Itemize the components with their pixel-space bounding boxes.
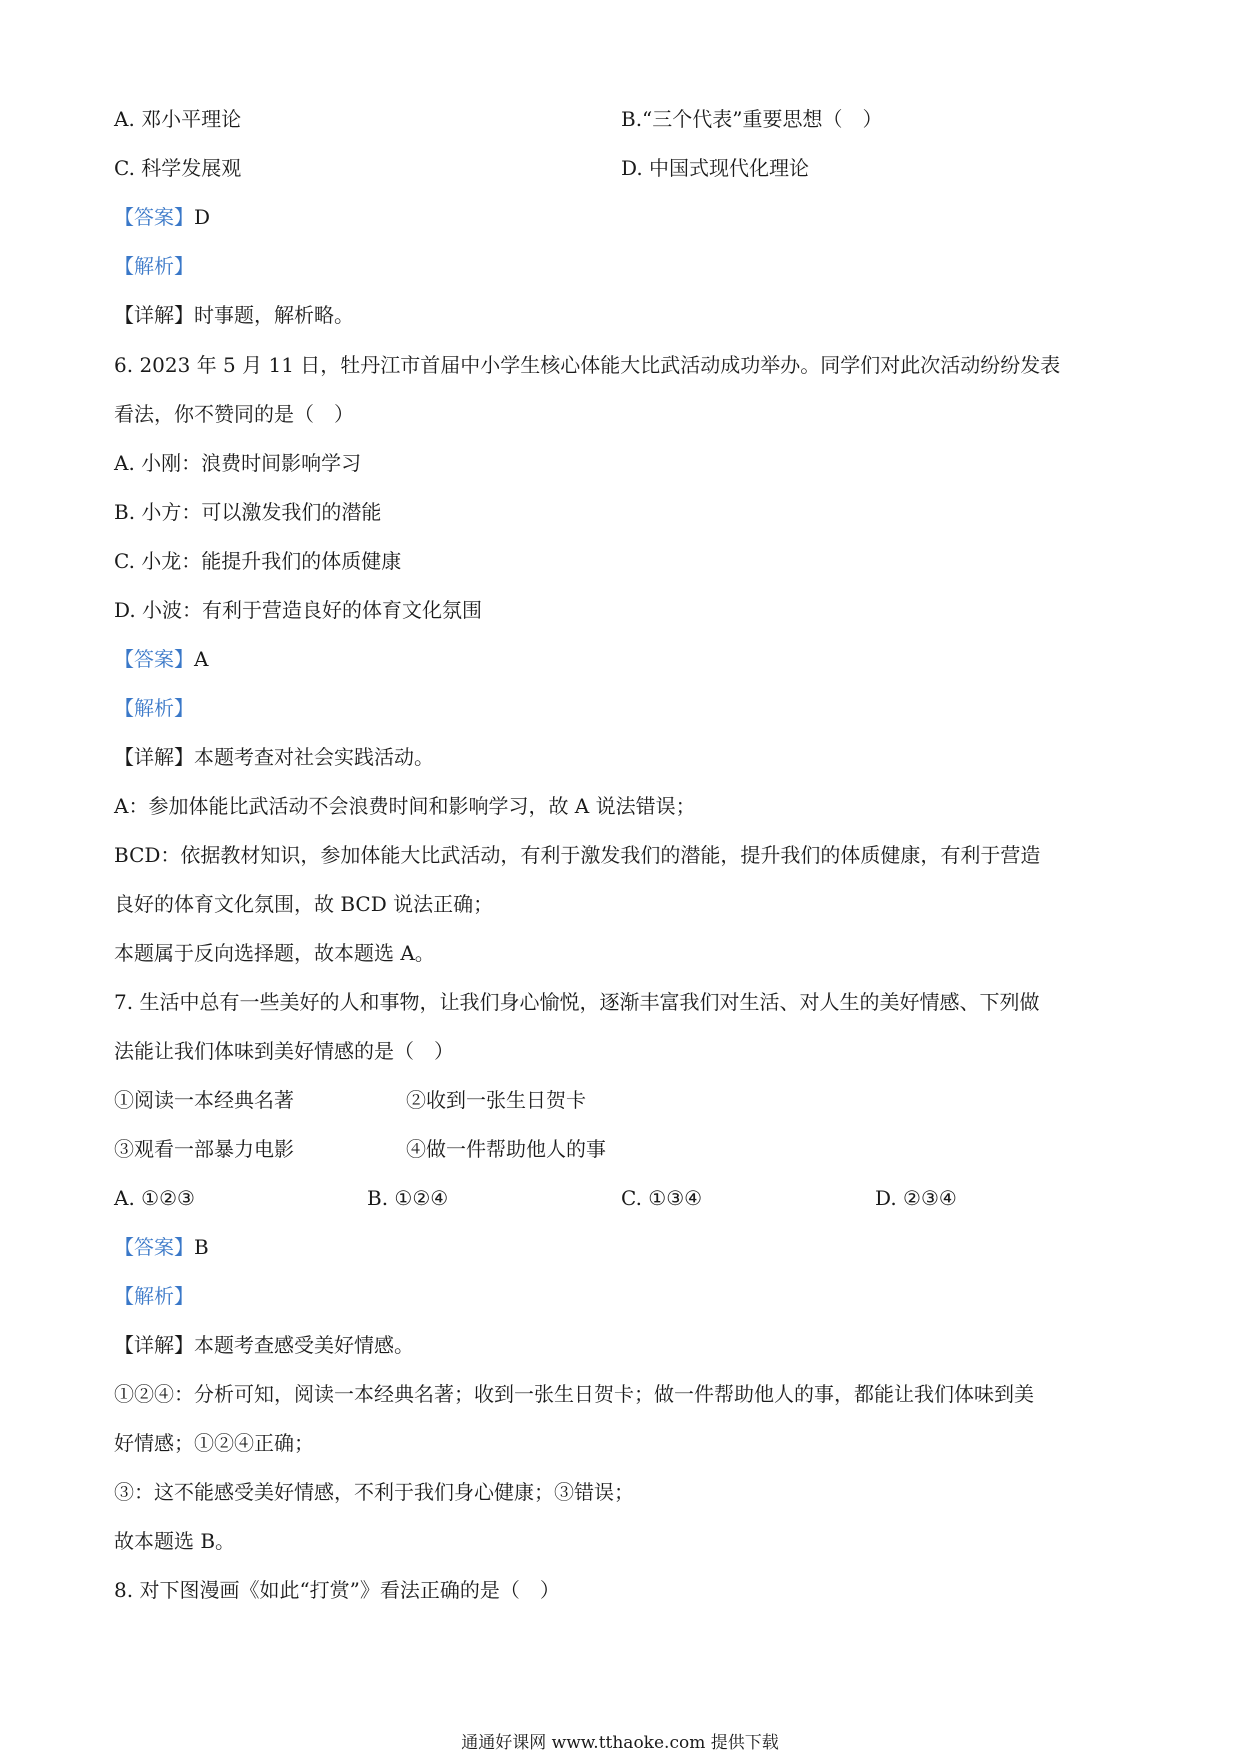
- q7-detail: [114, 1331, 414, 1359]
- answer-value: B: [194, 1235, 209, 1259]
- q6-option-c: C. 小龙：能提升我们的体质健康: [114, 549, 402, 573]
- q7-explain-line1: ①②④：分析可知，阅读一本经典名著；收到一张生日贺卡；做一件帮助他人的事，都能让我们体味到美: [114, 1382, 1034, 1406]
- analysis-tag: 【解析】: [114, 254, 194, 278]
- answer-value: D: [194, 205, 211, 229]
- q6-explain-line2: BCD：依据教材知识，参加体能大比武活动，有利于激发我们的潜能，提升我们的体质健康，有利于营造: [114, 843, 1041, 867]
- q7-option-d: D. ②③④: [875, 1186, 957, 1210]
- answer-tag: 【答案】: [114, 647, 194, 671]
- q7-option-c: C. ①③④: [621, 1186, 703, 1210]
- q7-answer: [114, 1233, 209, 1261]
- q6-option-b: B. 小方：可以激发我们的潜能: [114, 500, 382, 524]
- answer-value: A: [194, 647, 209, 671]
- q7-explain-line4: 故本题选 B。: [114, 1529, 236, 1553]
- answer-tag: 【答案】: [114, 1235, 194, 1259]
- q8-stem-line1: 8. 对下图漫画《如此“打赏”》看法正确的是（ ）: [114, 1578, 560, 1602]
- q7-option-b: B. ①②④: [367, 1186, 449, 1210]
- q7-option-a: A. ①②③: [114, 1186, 195, 1210]
- q6-option-a: A. 小刚：浪费时间影响学习: [114, 451, 362, 475]
- q7-item-1: ①阅读一本经典名著: [114, 1088, 294, 1112]
- q7-item-2: ②收到一张生日贺卡: [406, 1088, 586, 1112]
- q7-explain-line3: ③：这不能感受美好情感，不利于我们身心健康；③错误；: [114, 1480, 634, 1504]
- analysis-tag: 【解析】: [114, 1284, 194, 1308]
- answer-tag: 【答案】: [114, 205, 194, 229]
- detail-tag: 【详解】: [114, 303, 194, 327]
- detail-tag: 【详解】: [114, 1333, 194, 1357]
- q6-detail: [114, 743, 434, 771]
- q6-explain-line3: 良好的体育文化氛围，故 BCD 说法正确；: [114, 892, 494, 916]
- q6-stem-line2: 看法，你不赞同的是（ ）: [114, 402, 354, 426]
- q7-analysis: [114, 1282, 194, 1310]
- q5-analysis: [114, 252, 194, 280]
- q6-explain-line1: A：参加体能比武活动不会浪费时间和影响学习，故 A 说法错误；: [114, 794, 696, 818]
- q5-answer: [114, 203, 210, 231]
- q5-option-b: B.“三个代表”重要思想（ ）: [621, 107, 883, 131]
- q5-option-a: A. 邓小平理论: [114, 107, 242, 131]
- q7-stem-line1: 7. 生活中总有一些美好的人和事物，让我们身心愉悦，逐渐丰富我们对生活、对人生的美好情感、下列做: [114, 990, 1040, 1014]
- q7-stem-line2: 法能让我们体味到美好情感的是（ ）: [114, 1039, 454, 1063]
- detail-text: 本题考查对社会实践活动。: [194, 745, 434, 769]
- q5-option-d: D. 中国式现代化理论: [621, 156, 810, 180]
- q6-explain-line4: 本题属于反向选择题，故本题选 A。: [114, 941, 435, 965]
- q5-option-c: C. 科学发展观: [114, 156, 242, 180]
- q7-explain-line2: 好情感；①②④正确；: [114, 1431, 314, 1455]
- q6-answer: [114, 645, 208, 673]
- q7-item-4: ④做一件帮助他人的事: [406, 1137, 606, 1161]
- q6-stem-line1: 6. 2023 年 5 月 11 日，牡丹江市首届中小学生核心体能大比武活动成功举办。同学们对此次活动纷纷发表: [114, 353, 1061, 377]
- q6-option-d: D. 小波：有利于营造良好的体育文化氛围: [114, 598, 483, 622]
- page-footer: 通通好课网 www.tthaoke.com 提供下载: [461, 1733, 779, 1753]
- q6-analysis: [114, 694, 194, 722]
- detail-tag: 【详解】: [114, 745, 194, 769]
- detail-text: 时事题，解析略。: [194, 303, 354, 327]
- q7-item-3: ③观看一部暴力电影: [114, 1137, 294, 1161]
- detail-text: 本题考查感受美好情感。: [194, 1333, 414, 1357]
- analysis-tag: 【解析】: [114, 696, 194, 720]
- q5-detail: [114, 301, 354, 329]
